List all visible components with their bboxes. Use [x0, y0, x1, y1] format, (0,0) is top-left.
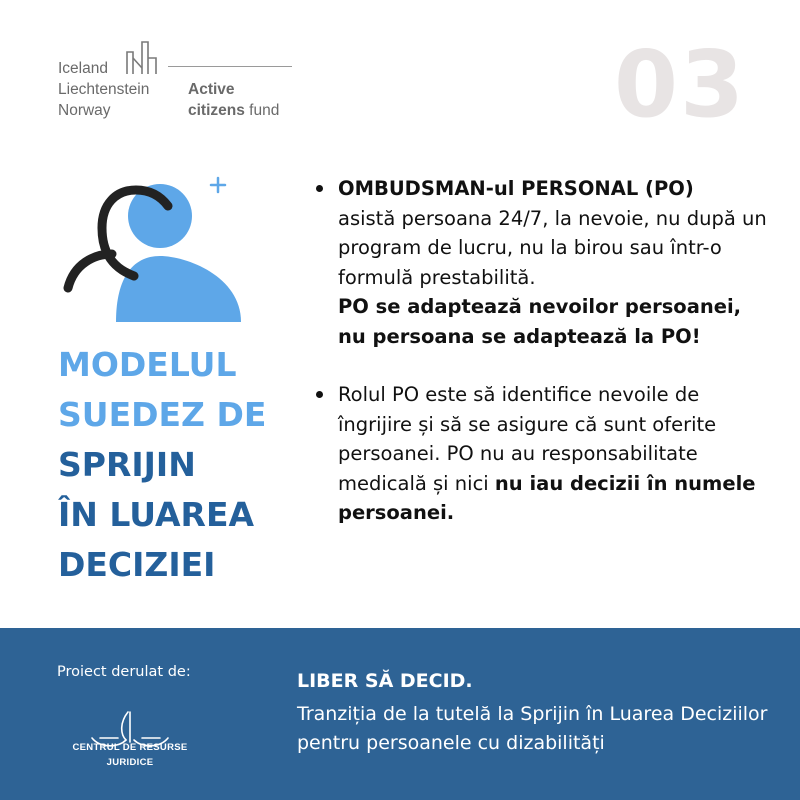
footer-banner [0, 628, 800, 800]
logo-countries [58, 58, 149, 121]
project-run-by-label: Proiect derulat de: [57, 664, 191, 680]
crj-logo-text [60, 740, 200, 770]
bullet-1-emphasis: PO se adaptează nevoilor persoanei, nu persoana se adaptează la PO! [338, 295, 742, 348]
logo-fund-fund: fund [249, 102, 280, 119]
bullet-2-emphasis: nu iau decizii în numele persoanei. [338, 471, 756, 524]
logo-country-norway: Norway [58, 102, 111, 119]
bullet-1-text: asistă persoana 24/7, la nevoie, nu după un program de lucru, nu la birou sau într-o formulă prestabilită. [338, 206, 767, 289]
title-line-4: ÎN LUAREA [58, 495, 255, 534]
bullet-1-heading: OMBUDSMAN-ul PERSONAL (PO) [338, 177, 694, 200]
title-line-1: MODELUL [58, 345, 237, 384]
page-number: 03 [613, 31, 746, 138]
logo-fund-name [188, 79, 279, 121]
page-title [58, 340, 298, 590]
logo-fund-citizens: citizens [188, 102, 245, 119]
title-line-5: DECIZIEI [58, 545, 216, 584]
bullet-item-role [314, 380, 774, 528]
bullet-2-text: Rolul PO este să identifice nevoile de îngrijire și să se asigure că sunt oferite persoanei. PO nu au responsabilitate medicală și nici [338, 383, 717, 495]
title-line-3: SPRIJIN [58, 445, 196, 484]
logo-fund-line1: Active [188, 81, 235, 98]
crj-name-line2: JURIDICE [106, 757, 154, 768]
logo-divider [168, 66, 292, 67]
crj-name-line1: CENTRUL DE RESURSE [72, 742, 188, 753]
project-subtitle: Tranziția de la tutelă la Sprijin în Luarea Deciziilor pentru persoanele cu dizabilități [297, 703, 768, 754]
project-title: LIBER SĂ DECID. [297, 670, 473, 692]
logo-fund-line2 [188, 100, 279, 121]
logo-country-iceland: Iceland [58, 60, 108, 77]
funder-logo [58, 38, 298, 128]
bullet-item-ombudsman [314, 174, 774, 351]
title-line-2: SUEDEZ DE [58, 395, 267, 434]
logo-country-liechtenstein: Liechtenstein [58, 81, 150, 98]
bullet-list [314, 174, 774, 528]
people-add-icon [58, 172, 248, 322]
